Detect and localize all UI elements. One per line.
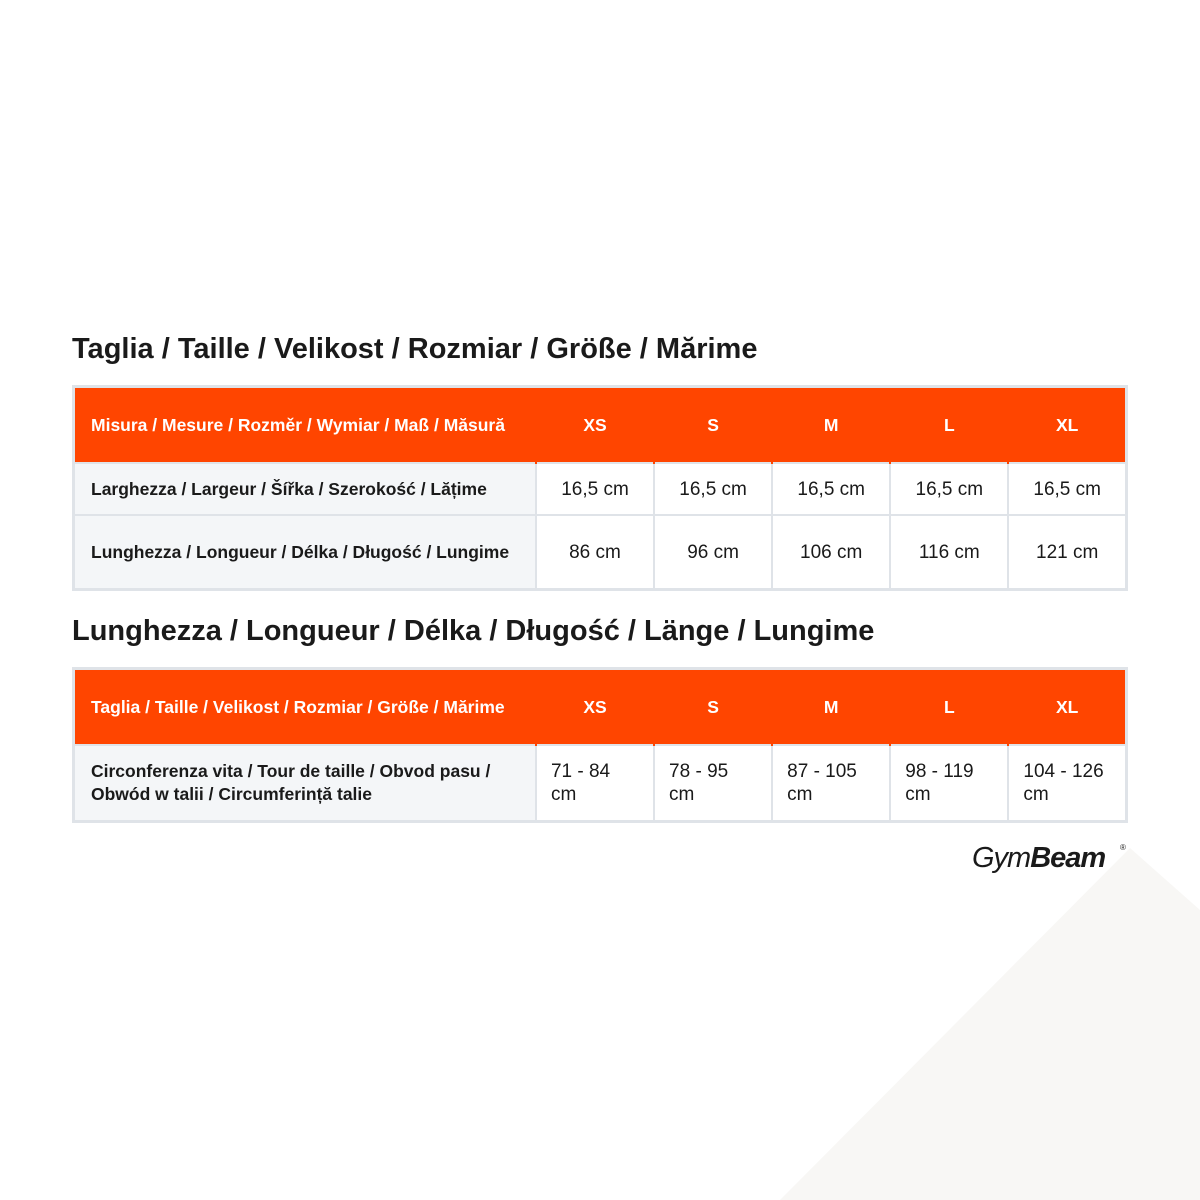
header-size-m: M bbox=[772, 387, 890, 464]
header-size-s: S bbox=[654, 669, 772, 746]
length-section-title: Lunghezza / Longueur / Délka / Długość / Länge / Lungime bbox=[72, 615, 875, 647]
table-cell: 121 cm bbox=[1008, 515, 1126, 590]
gymbeam-logo bbox=[972, 838, 1132, 878]
table-cell: 106 cm bbox=[772, 515, 890, 590]
header-size-xs: XS bbox=[536, 669, 654, 746]
logo-text-light: Gym bbox=[972, 842, 1031, 874]
header-size-m: M bbox=[772, 669, 890, 746]
table-cell: 16,5 cm bbox=[772, 463, 890, 515]
header-size-l: L bbox=[890, 387, 1008, 464]
row-label: Larghezza / Largeur / Šířka / Szerokość / Lățime bbox=[74, 463, 536, 515]
table-cell: 16,5 cm bbox=[654, 463, 772, 515]
table-cell: 98 - 119 cm bbox=[890, 745, 1008, 822]
table-cell: 96 cm bbox=[654, 515, 772, 590]
table-cell: 16,5 cm bbox=[1008, 463, 1126, 515]
header-size-xs: XS bbox=[536, 387, 654, 464]
length-table bbox=[72, 667, 1128, 823]
header-size-xl: XL bbox=[1008, 669, 1126, 746]
size-section-title: Taglia / Taille / Velikost / Rozmiar / Größe / Mărime bbox=[72, 333, 758, 365]
table-cell: 16,5 cm bbox=[890, 463, 1008, 515]
row-label: Circonferenza vita / Tour de taille / Obvod pasu / Obwód w talii / Circumferință talie bbox=[74, 745, 536, 822]
header-size-xl: XL bbox=[1008, 387, 1126, 464]
size-table bbox=[72, 385, 1128, 591]
table-cell: 86 cm bbox=[536, 515, 654, 590]
table-row-width bbox=[74, 463, 1127, 515]
table-header-row bbox=[74, 387, 1127, 464]
header-label-cell: Misura / Mesure / Rozměr / Wymiar / Maß / Măsură bbox=[74, 387, 536, 464]
svg-text:GymBeam bbox=[972, 842, 1105, 874]
table-cell: 87 - 105 cm bbox=[772, 745, 890, 822]
header-size-s: S bbox=[654, 387, 772, 464]
table-cell: 71 - 84 cm bbox=[536, 745, 654, 822]
registered-mark: ® bbox=[1120, 843, 1126, 852]
table-cell: 16,5 cm bbox=[536, 463, 654, 515]
header-size-l: L bbox=[890, 669, 1008, 746]
logo-text-bold: Beam bbox=[1030, 842, 1106, 874]
table-cell: 78 - 95 cm bbox=[654, 745, 772, 822]
header-label-cell: Taglia / Taille / Velikost / Rozmiar / Größe / Mărime bbox=[74, 669, 536, 746]
table-cell: 116 cm bbox=[890, 515, 1008, 590]
row-label: Lunghezza / Longueur / Délka / Długość / Lungime bbox=[74, 515, 536, 590]
table-header-row bbox=[74, 669, 1127, 746]
table-cell: 104 - 126 cm bbox=[1008, 745, 1126, 822]
table-row-waist bbox=[74, 745, 1127, 822]
table-row-length bbox=[74, 515, 1127, 590]
